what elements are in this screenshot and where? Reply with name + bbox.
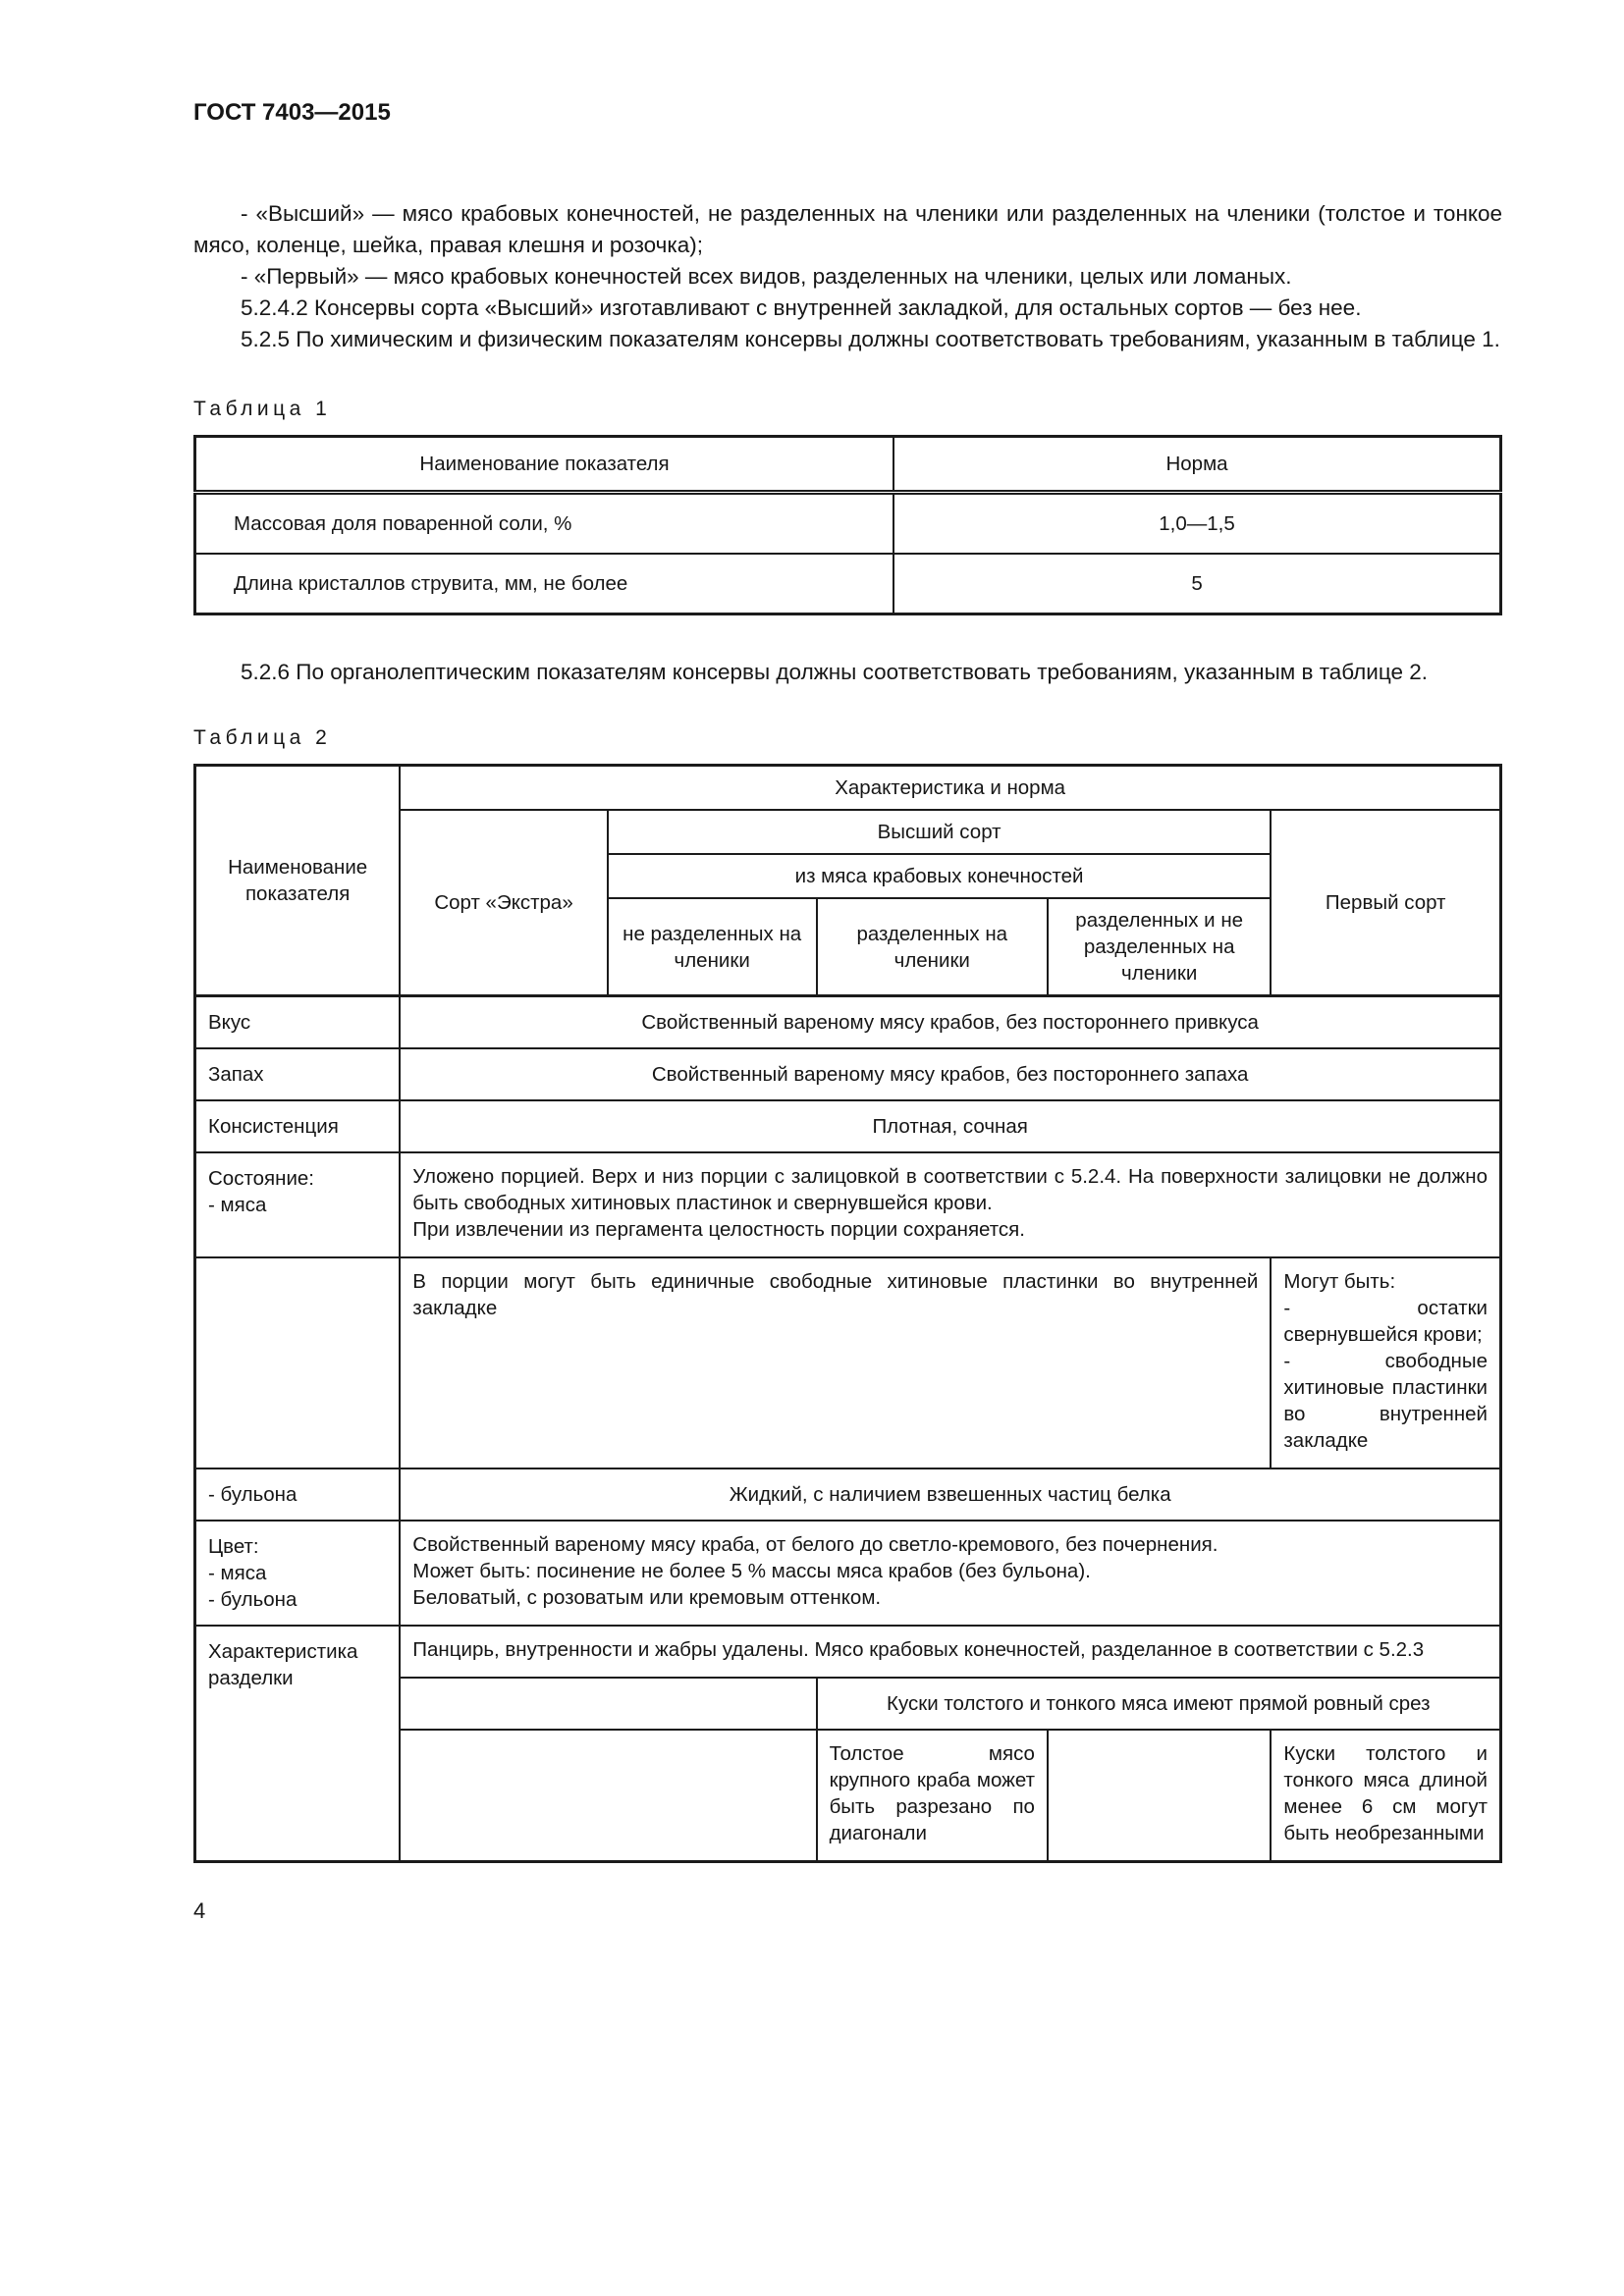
intro-paragraphs — [193, 198, 1502, 355]
table2-header-col-mixed: разделенных и не разделенных на членики — [1048, 898, 1271, 996]
table-row-state-allowed — [195, 1257, 1501, 1468]
table2-header-group: Характеристика и норма — [400, 766, 1500, 811]
t2-consistency-value: Плотная, сочная — [400, 1100, 1500, 1152]
t2-state-allowed-first-sort: Могут быть: - остатки свернувшейся крови; - свободные хитиновые пластинки во внутренней закладке — [1271, 1257, 1500, 1468]
table2-header — [195, 766, 1501, 996]
table2-header-extra: Сорт «Экстра» — [400, 810, 607, 996]
table2-header-col-not-divided: не разделенных на членики — [608, 898, 817, 996]
table1-label: Таблица 1 — [193, 398, 332, 420]
table2-header-highest-sub: из мяса крабовых конечностей — [608, 854, 1272, 898]
t2-cutting-last-empty-mid — [1048, 1730, 1271, 1862]
paragraph-vysshiy: - «Высший» — мясо крабовых конечностей, не разделенных на членики или разделенных на членики (толстое и тонкое мясо, коленце, шейка, правая клешня и розочка); — [193, 201, 1502, 257]
table1-header-row — [195, 437, 1501, 493]
t2-cutting-cut-empty — [400, 1678, 816, 1730]
t2-cutting-label: Характеристика разделки — [195, 1626, 401, 1862]
t2-cutting-last-first-sort: Куски толстого и тонкого мяса длиной менее 6 см могут быть необрезанными — [1271, 1730, 1500, 1862]
t2-state-allowed-empty — [195, 1257, 401, 1468]
table2-header-first-sort: Первый сорт — [1271, 810, 1500, 996]
t2-smell-value: Свойственный вареному мясу крабов, без постороннего запаха — [400, 1048, 1500, 1100]
paragraph-5-2-4-2: 5.2.4.2 Консервы сорта «Высший» изготавливают с внутренней закладкой, для остальных сортов — без нее. — [241, 295, 1362, 320]
t2-cutting-cut-value: Куски толстого и тонкого мяса имеют прямой ровный срез — [817, 1678, 1501, 1730]
table1-row1-name: Длина кристаллов струвита, мм, не более — [195, 554, 894, 614]
table-row-state — [195, 1152, 1501, 1257]
t2-state-value: Уложено порцией. Верх и низ порции с залицовкой в соответствии с 5.2.4. На поверхности залицовки не должно быть свободных хитиновых пластинок и свернувшейся крови. При извлечении из пергамента целостность порции сохраняется. — [400, 1152, 1500, 1257]
paragraph-pervyi: - «Первый» — мясо крабовых конечностей всех видов, разделенных на членики, целых или ломаных. — [241, 264, 1292, 289]
table-row-broth — [195, 1468, 1501, 1521]
paragraph-5-2-6: 5.2.6 По органолептическим показателям консервы должны соответствовать требованиям, указанным в таблице 2. — [241, 660, 1428, 684]
page-number: 4 — [193, 1898, 206, 1923]
table2-header-name-col: Наименование показателя — [195, 766, 401, 996]
t2-consistency-label: Консистенция — [195, 1100, 401, 1152]
table1 — [193, 435, 1502, 615]
table1-row0-name: Массовая доля поваренной соли, % — [195, 493, 894, 555]
t2-cutting-last-empty-left — [400, 1730, 816, 1862]
table2-label: Таблица 2 — [193, 726, 332, 749]
table2 — [193, 764, 1502, 1863]
t2-cutting-last-divided: Толстое мясо крупного краба может быть разрезано по диагонали — [817, 1730, 1048, 1862]
table-row-taste — [195, 996, 1501, 1049]
table2-header-highest: Высший сорт — [608, 810, 1272, 854]
t2-broth-label: - бульона — [195, 1468, 401, 1521]
table2-header-col-divided: разделенных на членики — [817, 898, 1048, 996]
t2-state-allowed-value: В порции могут быть единичные свободные хитиновые пластинки во внутренней закладке — [400, 1257, 1271, 1468]
table-row — [195, 493, 1501, 555]
table1-row0-norm: 1,0—1,5 — [893, 493, 1500, 555]
table1-col-header-norm: Норма — [893, 437, 1500, 493]
table-row — [195, 554, 1501, 614]
table-row-smell — [195, 1048, 1501, 1100]
table-row-cutting — [195, 1626, 1501, 1678]
t2-color-label: Цвет: - мяса - бульона — [195, 1521, 401, 1626]
table2-header-row-1 — [195, 766, 1501, 811]
t2-broth-value: Жидкий, с наличием взвешенных частиц белка — [400, 1468, 1500, 1521]
paragraph-5-2-5: 5.2.5 По химическим и физическим показателям консервы должны соответствовать требованиям, указанным в таблице 1. — [241, 327, 1500, 351]
table1-col-header-name: Наименование показателя — [195, 437, 894, 493]
t2-taste-label: Вкус — [195, 996, 401, 1049]
table-row-consistency — [195, 1100, 1501, 1152]
paragraph-5-2-6-block — [193, 657, 1502, 688]
t2-state-label: Состояние: - мяса — [195, 1152, 401, 1257]
t2-color-value: Свойственный вареному мясу краба, от белого до светло-кремового, без почернения. Может быть: посинение не более 5 % массы мяса крабов (без бульона). Беловатый, с розоватым или кремовым оттенком. — [400, 1521, 1500, 1626]
t2-cutting-value: Панцирь, внутренности и жабры удалены. Мясо крабовых конечностей, разделанное в соответствии с 5.2.3 — [400, 1626, 1500, 1678]
table1-row1-norm: 5 — [893, 554, 1500, 614]
t2-smell-label: Запах — [195, 1048, 401, 1100]
t2-taste-value: Свойственный вареному мясу крабов, без постороннего привкуса — [400, 996, 1500, 1049]
doc-number: ГОСТ 7403—2015 — [193, 99, 391, 126]
table-row-color — [195, 1521, 1501, 1626]
